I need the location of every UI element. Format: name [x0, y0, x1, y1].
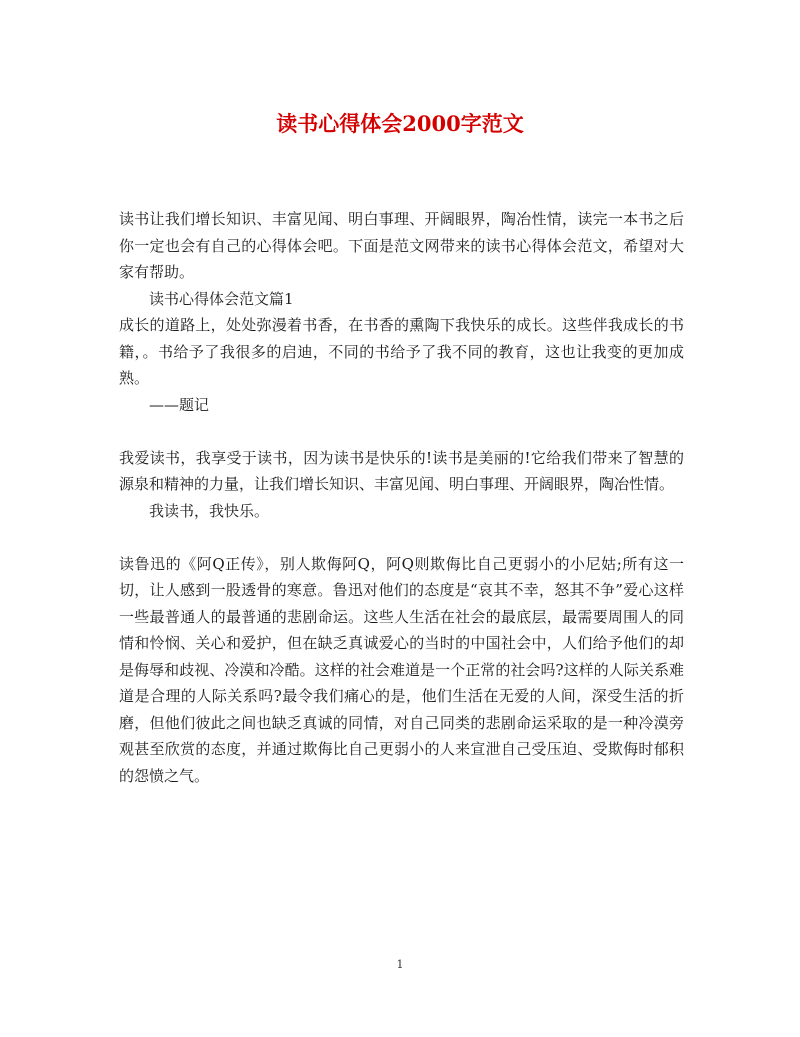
paragraph-spacer — [119, 418, 684, 445]
paragraph-spacer — [119, 524, 684, 551]
body-paragraph: 读鲁迅的《阿Q正传》，别人欺侮阿Q，阿Q则欺侮比自己更弱小的小尼姑;所有这一切，让人感到一股透骨的寒意。鲁迅对他们的态度是“哀其不幸，怒其不争”爱心这样一些最普通人的最普通的悲剧命运。这些人生活在社会的最底层，最需要周围人的同情和怜悯、关心和爱护，但在缺乏真诚爱心的当时的中国社会中，人们给予他们的却是侮辱和歧视、冷漠和冷酷。这样的社会难道是一个正常的社会吗?这样的人际关系难道是合理的人际关系吗?最令我们痛心的是，他们生活在无爱的人间，深受生活的折磨，但他们彼此之间也缺乏真诚的同情，对自己同类的悲剧命运采取的是一种冷漠旁观甚至欣赏的态度，并通过欺侮比自己更弱小的人来宣泄自己受压迫、受欺侮时郁积的怨愤之气。 — [119, 554, 684, 785]
document-body — [119, 206, 684, 789]
body-paragraph: 成长的道路上，处处弥漫着书香，在书香的熏陶下我快乐的成长。这些伴我成长的书籍，。书给予了我很多的启迪，不同的书给予了我不同的教育，这也让我变的更加成熟。 — [119, 316, 684, 387]
section-heading: 读书心得体会范文篇1 — [149, 289, 294, 308]
document-title: 读书心得体会2000字范文 — [276, 111, 524, 136]
intro-paragraph: 读书让我们增长知识、丰富见闻、明白事理、开阔眼界，陶冶性情，读完一本书之后你一定也会有自己的心得体会吧。下面是范文网带来的读书心得体会范文，希望对大家有帮助。 — [119, 210, 684, 281]
body-paragraph: 我读书，我快乐。 — [149, 501, 270, 520]
page-number: 1 — [396, 958, 404, 971]
body-paragraph: 我爱读书，我享受于读书，因为读书是快乐的!读书是美丽的!它给我们带来了智慧的源泉和精神的力量，让我们增长知识、丰富见闻、明白事理、开阔眼界，陶冶性情。 — [119, 448, 684, 493]
epigraph-attribution: ——题记 — [149, 395, 210, 414]
